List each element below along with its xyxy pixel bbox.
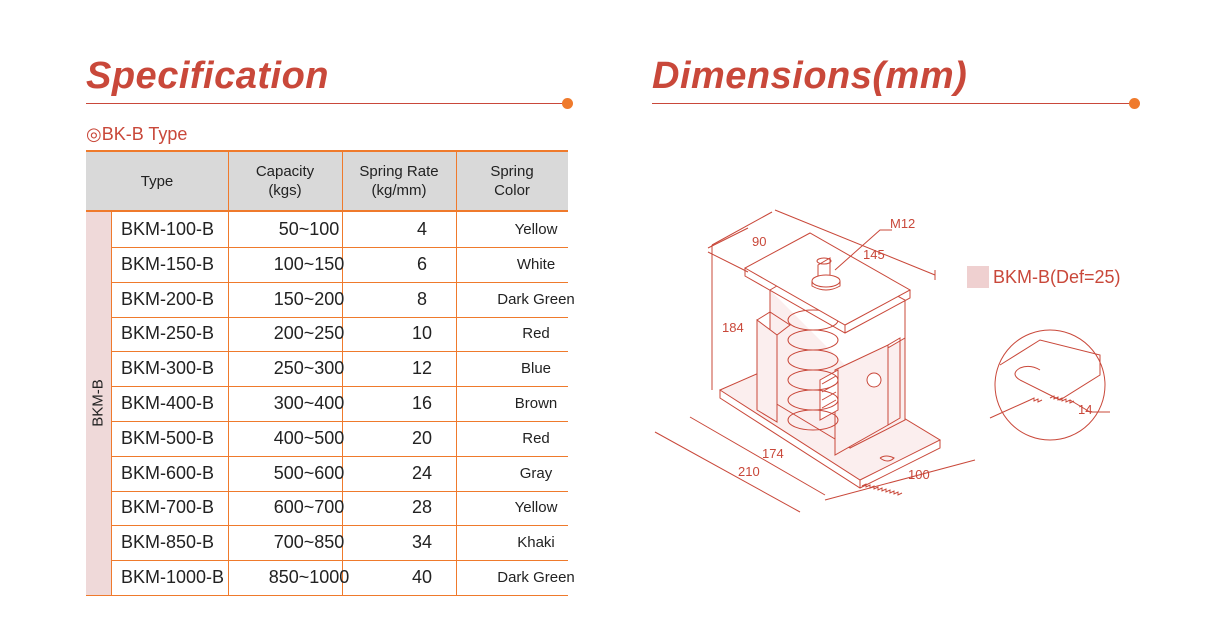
cell-spring-color: Red [522, 325, 550, 343]
cell-spring-color: Brown [514, 395, 558, 412]
cell-capacity: 850~1000 [268, 567, 350, 587]
dim-title-rule-dot [1129, 98, 1140, 109]
cell-capacity: 200~250 [273, 323, 345, 344]
dim-m12: M12 [890, 216, 916, 231]
header-spring-rate: Spring Rate (kg/mm) [359, 163, 439, 199]
header-capacity: Capacity (kgs) [255, 163, 315, 199]
cell-capacity: 100~150 [273, 253, 345, 274]
cell-type: BKM-200-B [121, 288, 215, 309]
cell-capacity: 150~200 [273, 288, 345, 309]
spec-table [86, 150, 575, 595]
cell-type: BKM-250-B [121, 323, 215, 344]
cell-capacity: 400~500 [273, 427, 345, 448]
table-body [86, 212, 575, 595]
cell-spring-color: Khaki [517, 534, 555, 552]
header-divider [342, 152, 343, 210]
dim-184: 184 [722, 320, 744, 335]
dimension-drawing [650, 200, 1150, 530]
cell-spring-rate: 10 [411, 323, 433, 344]
dim-14: 14 [1078, 402, 1093, 417]
specification-title: Specification [86, 55, 329, 97]
cell-type: BKM-150-B [121, 253, 215, 274]
cell-type: BKM-850-B [121, 532, 215, 553]
legend-label: BKM-B(Def=25) [993, 267, 1121, 287]
cell-capacity: 300~400 [273, 393, 345, 413]
cell-capacity: 600~700 [273, 497, 345, 518]
cell-spring-color: Dark Green [497, 569, 575, 586]
cell-type: BKM-1000-B [121, 567, 225, 587]
cell-spring-color: Red [522, 429, 550, 447]
dim-174: 174 [762, 446, 784, 461]
dim-90: 90 [752, 234, 767, 249]
cell-type: BKM-100-B [121, 219, 215, 239]
cell-spring-color: Gray [519, 464, 553, 482]
cell-spring-rate: 34 [411, 532, 433, 553]
cell-spring-rate: 16 [411, 393, 433, 413]
header-divider [228, 152, 229, 210]
table-subtitle: ◎BK-B Type [86, 124, 188, 144]
table-row [111, 212, 568, 248]
cell-capacity: 700~850 [273, 532, 345, 553]
cell-type: BKM-500-B [121, 427, 215, 448]
cell-capacity: 250~300 [273, 358, 345, 379]
cell-capacity: 50~100 [278, 219, 340, 239]
cell-spring-color: Dark Green [497, 290, 575, 308]
dim-title-rule [652, 103, 1134, 104]
table-header-row [86, 150, 568, 212]
table-row [111, 316, 568, 352]
cell-type: BKM-300-B [121, 358, 215, 379]
cell-type: BKM-400-B [121, 393, 215, 413]
table-row [111, 490, 568, 526]
dim-210: 210 [738, 464, 760, 479]
table-row [111, 560, 575, 596]
table-row [111, 386, 568, 422]
spec-title-rule-dot [562, 98, 573, 109]
cell-spring-color: Yellow [514, 499, 558, 517]
group-label: BKM-B [89, 379, 107, 427]
group-cell [86, 212, 111, 596]
cell-spring-rate: 20 [411, 427, 433, 448]
table-row [111, 456, 568, 492]
table-row [111, 247, 568, 283]
cell-spring-rate: 4 [416, 219, 427, 239]
dim-145: 145 [863, 247, 885, 262]
table-row [111, 421, 568, 457]
header-divider [456, 152, 457, 210]
cell-capacity: 500~600 [273, 462, 345, 483]
spec-title-rule [86, 103, 568, 104]
cell-spring-rate: 28 [411, 497, 433, 518]
cell-spring-color: White [516, 255, 556, 273]
cell-spring-rate: 12 [411, 358, 433, 379]
dim-100: 100 [908, 467, 930, 482]
cell-type: BKM-700-B [121, 497, 215, 518]
cell-spring-rate: 24 [411, 462, 433, 483]
cell-spring-color: Yellow [514, 221, 558, 238]
cell-type: BKM-600-B [121, 462, 215, 483]
header-spring-color: Spring Color [490, 163, 534, 199]
cell-spring-color: Blue [520, 360, 552, 378]
cell-spring-rate: 6 [416, 253, 427, 274]
table-row [111, 525, 568, 561]
header-type: Type [140, 172, 174, 190]
table-row [111, 351, 568, 387]
dimensions-title: Dimensions(mm) [652, 55, 968, 97]
cell-spring-rate: 8 [416, 288, 427, 309]
table-row [111, 282, 575, 318]
cell-spring-rate: 40 [411, 567, 433, 587]
